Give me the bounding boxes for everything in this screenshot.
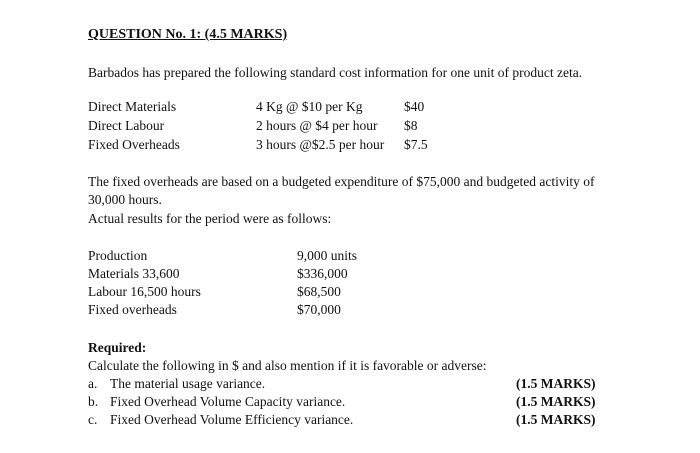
actual-item: Materials 33,600 bbox=[88, 266, 180, 281]
cost-detail: 2 hours @ $4 per hour bbox=[256, 118, 378, 133]
task-text: Fixed Overhead Volume Efficiency variance. bbox=[110, 412, 354, 427]
required-text: Calculate the following in $ and also mention if it is favorable or adverse: bbox=[88, 358, 487, 373]
cost-amount: $7.5 bbox=[404, 137, 428, 152]
task-text: Fixed Overhead Volume Capacity variance. bbox=[110, 394, 346, 409]
required-heading: Required: bbox=[88, 340, 147, 355]
task-marks: (1.5 MARKS) bbox=[516, 394, 596, 409]
actual-item: Fixed overheads bbox=[88, 302, 177, 317]
cost-item: Direct Labour bbox=[88, 118, 165, 133]
actual-item: Labour 16,500 hours bbox=[88, 284, 201, 299]
cost-detail: 4 Kg @ $10 per Kg bbox=[256, 99, 363, 114]
cost-detail: 3 hours @$2.5 per hour bbox=[256, 137, 385, 152]
task-marks: (1.5 MARKS) bbox=[516, 376, 596, 391]
cost-item: Fixed Overheads bbox=[88, 137, 180, 152]
task-text: The material usage variance. bbox=[110, 376, 266, 391]
actual-value: $68,500 bbox=[297, 284, 341, 299]
budget-text: The fixed overheads are based on a budgeted expenditure of $75,000 and budgeted activity of 30,000 hours. bbox=[88, 174, 595, 207]
actual-value: $336,000 bbox=[297, 266, 348, 281]
cost-item: Direct Materials bbox=[88, 99, 177, 114]
actual-results-intro: Actual results for the period were as follows: bbox=[88, 211, 332, 226]
task-marks: (1.5 MARKS) bbox=[516, 412, 596, 427]
actual-value: 9,000 units bbox=[297, 248, 358, 263]
question-title: QUESTION No. 1: (4.5 MARKS) bbox=[88, 27, 288, 42]
task-letter: a. bbox=[88, 376, 98, 391]
actual-item: Production bbox=[88, 248, 148, 263]
actual-value: $70,000 bbox=[297, 302, 341, 317]
intro-text: Barbados has prepared the following standard cost information for one unit of product zeta. bbox=[88, 65, 583, 80]
cost-amount: $40 bbox=[404, 99, 425, 114]
cost-amount: $8 bbox=[404, 118, 418, 133]
task-letter: b. bbox=[88, 394, 99, 409]
task-letter: c. bbox=[88, 412, 98, 427]
